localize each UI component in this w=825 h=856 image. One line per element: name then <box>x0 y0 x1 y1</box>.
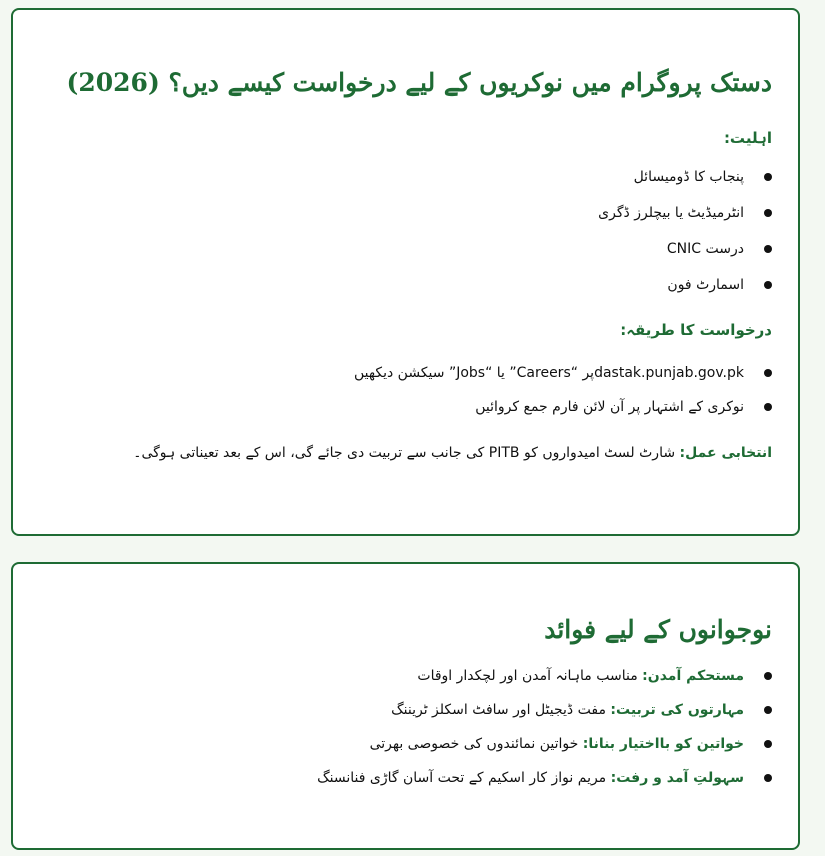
list-item: اسمارٹ فون <box>33 275 772 295</box>
list-item <box>33 734 772 754</box>
benefits-title: نوجوانوں کے لیے فوائد <box>544 615 772 644</box>
list-item <box>33 768 772 788</box>
benefit-text: خواتین نمائندوں کی خصوصی بھرتی <box>369 736 579 752</box>
method-step-text: پر “Careers” یا “Jobs” سیکشن دیکھیں <box>354 365 595 381</box>
list-item <box>33 363 772 383</box>
benefit-label: مستحکم آمدن: <box>642 668 744 684</box>
list-item <box>33 666 772 686</box>
eligibility-list <box>33 167 772 295</box>
eligibility-heading: اہلیت: <box>723 129 772 147</box>
benefit-label: مہارتوں کی تربیت: <box>610 702 744 718</box>
website-url: dastak.punjab.gov.pk <box>594 365 744 381</box>
benefits-card <box>11 562 800 850</box>
method-heading: درخواست کا طریقہ: <box>620 321 772 339</box>
benefit-text: مریم نواز کار اسکیم کے تحت آسان گاڑی فنانسنگ <box>317 770 607 786</box>
selection-process <box>33 445 772 461</box>
list-item: نوکری کے اشتہار پر آن لائن فارم جمع کروائیں <box>33 397 772 417</box>
list-item <box>33 700 772 720</box>
benefit-text: مناسب ماہانہ آمدن اور لچکدار اوقات <box>417 668 638 684</box>
benefits-list <box>33 666 772 788</box>
list-item: پنجاب کا ڈومیسائل <box>33 167 772 187</box>
benefit-text: مفت ڈیجیٹل اور سافٹ اسکلز ٹریننگ <box>391 702 606 718</box>
benefit-label: سہولتِ آمد و رفت: <box>610 770 744 786</box>
selection-label: انتخابی عمل: <box>679 445 772 461</box>
application-title: دستک پروگرام میں نوکریوں کے لیے درخواست کیسے دیں؟ (2026) <box>66 68 772 97</box>
list-item: درست CNIC <box>33 239 772 259</box>
application-card <box>11 8 800 536</box>
benefit-label: خواتین کو بااختیار بنانا: <box>582 736 744 752</box>
method-list <box>33 363 772 417</box>
list-item: انٹرمیڈیٹ یا بیچلرز ڈگری <box>33 203 772 223</box>
selection-text: شارٹ لسٹ امیدواروں کو PITB کی جانب سے تربیت دی جائے گی، اس کے بعد تعیناتی ہوگی۔ <box>133 445 676 461</box>
